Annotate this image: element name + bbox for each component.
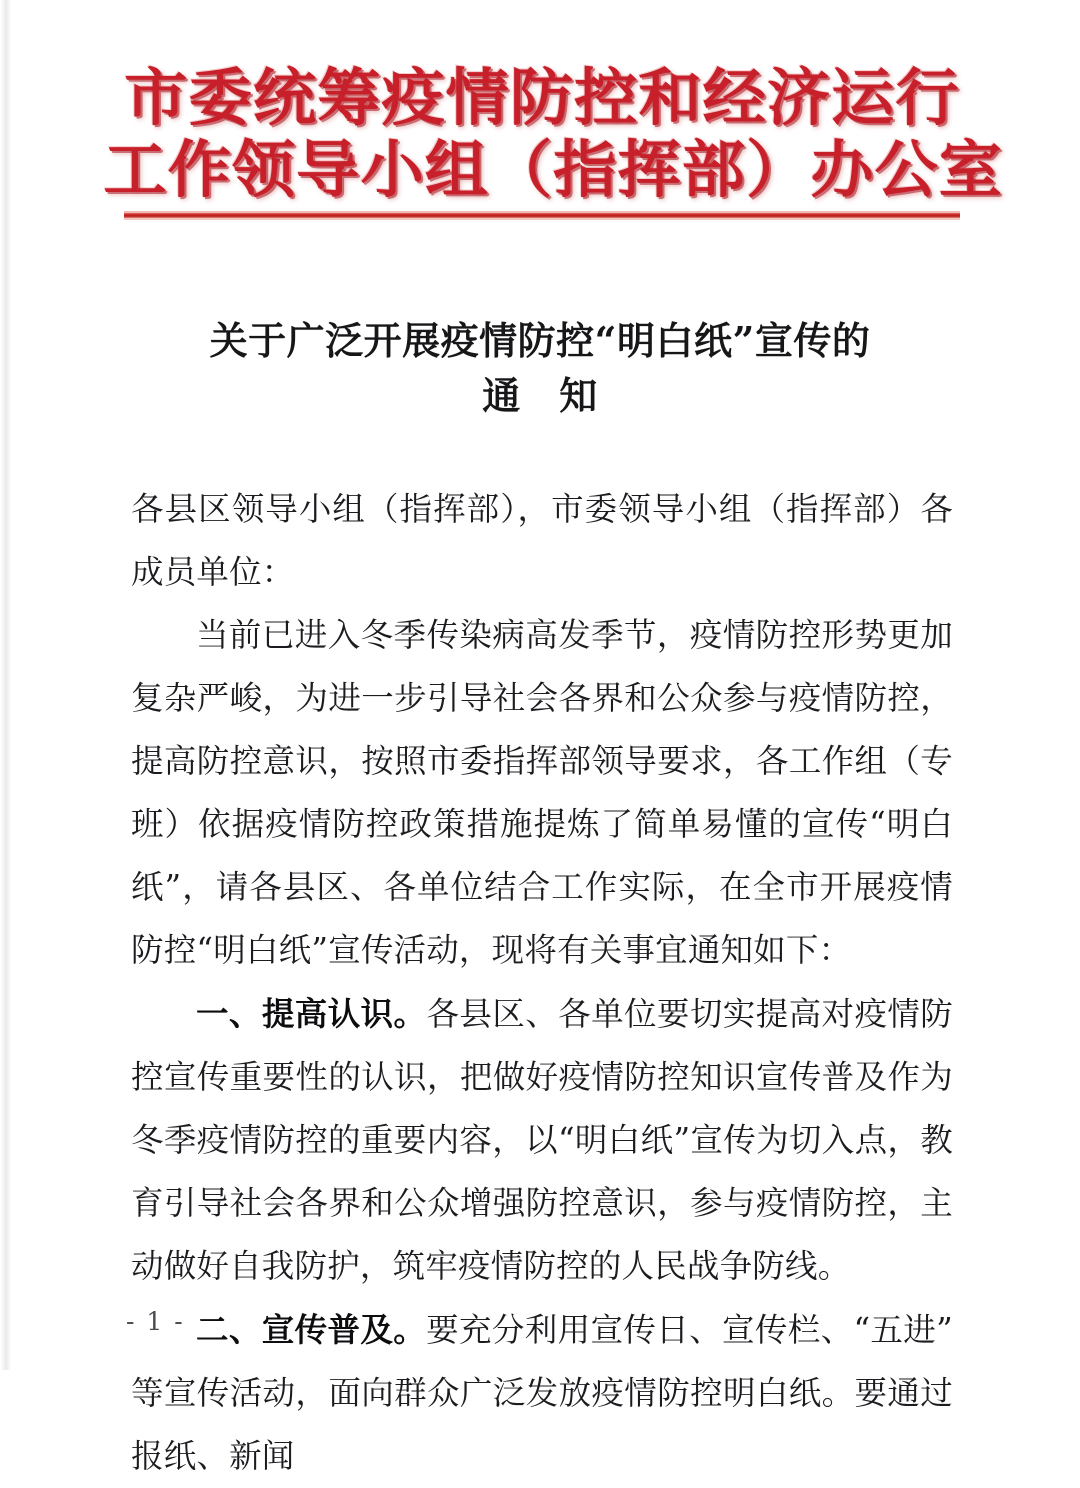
paragraph-section-1 [131,982,953,1298]
paragraph-intro [131,604,953,982]
rule-halo-bottom [124,218,960,220]
section-1-text: 各县区、各单位要切实提高对疫情防控宣传重要性的认识，把做好疫情防控知识宣传普及作为冬季疫情防控的重要内容，以“明白纸”宣传为切入点，教育引导社会各界和公众增强防控意识，参与疫情防控，主动做好自我防护，筑牢疫情防控的人民战争防线。 [131,995,954,1285]
section-2-heading: 二、宣传普及。 [196,1310,427,1349]
masthead-line-1: 市委统筹疫情防控和经济运行 [124,61,960,134]
addressee-line: 各县区领导小组（指挥部），市委领导小组（指挥部）各成员单位： [131,490,953,591]
document-title-line-1: 关于广泛开展疫情防控“明白纸”宣传的 [209,318,871,363]
masthead-line-2: 工作领导小组（指挥部）办公室 [103,133,1004,206]
letterhead-masthead [103,61,1004,206]
section-1-heading: 一、提高认识。 [196,994,427,1033]
section-2-text: 要充分利用宣传日、宣传栏、“五进”等宣传活动，面向群众广泛发放疫情防控明白纸。要通过报纸、新闻 [131,1311,953,1475]
document-title [140,313,940,423]
document-title-line-2: 通 知 [482,373,598,418]
paragraph-intro-text: 当前已进入冬季传染病高发季节，疫情防控形势更加复杂严峻，为进一步引导社会各界和公众参与疫情防控，提高防控意识，按照市委指挥部领导要求，各工作组（专班）依据疫情防控政策措施提炼了简单易懂的宣传“明白纸”，请各县区、各单位结合工作实际，在全市开展疫情防控“明白纸”宣传活动，现将有关事宜通知如下： [131,616,953,969]
page-number: - 1 - [126,1307,185,1336]
masthead-red-rule [124,211,960,220]
page-footer [126,1305,366,1339]
